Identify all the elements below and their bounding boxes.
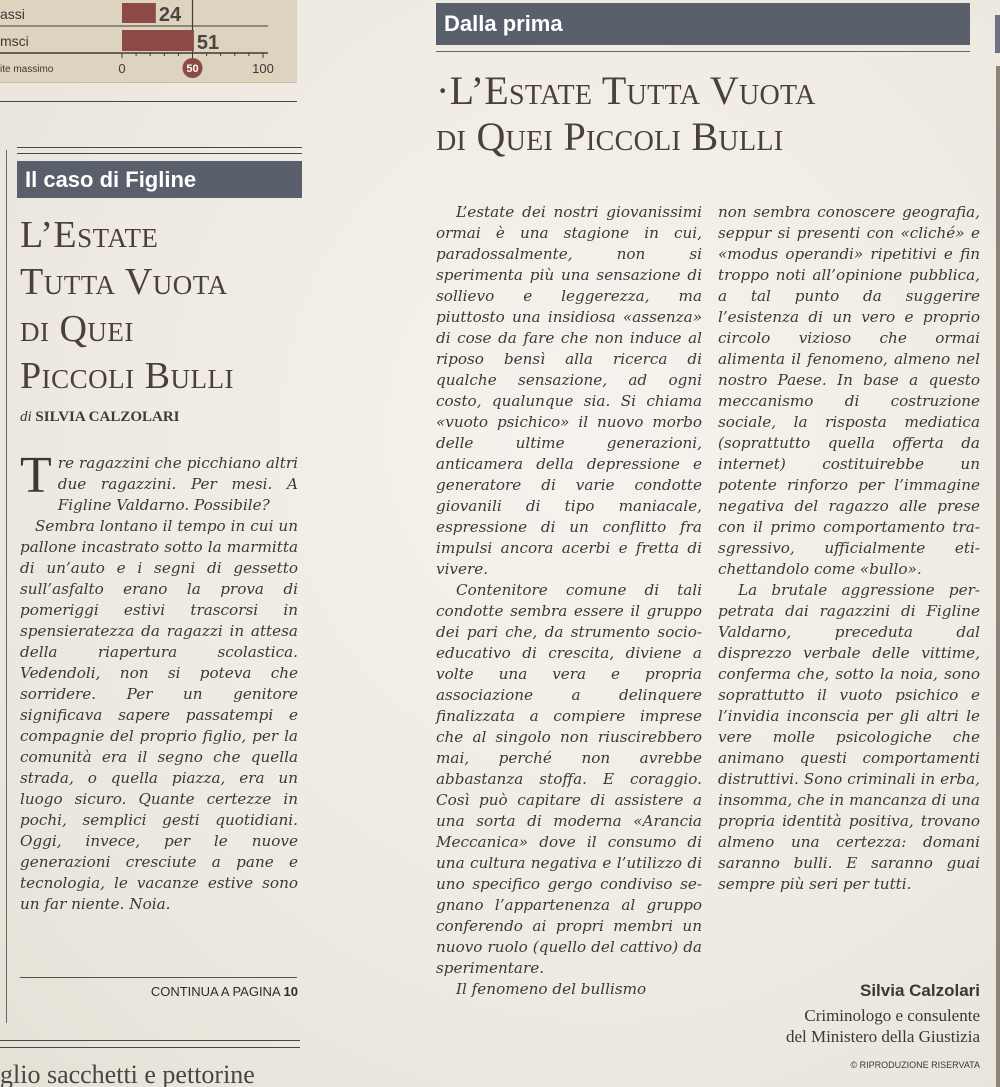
article-end-rule <box>20 977 297 978</box>
article-column-1 <box>436 202 702 1000</box>
bar-chart-fragment <box>0 0 297 83</box>
axis-caption: ite massimo <box>0 64 54 75</box>
headline-line: Piccoli Bulli <box>20 355 234 397</box>
paragraph: La brutale aggressione perpetrata dai ragazzini di Figline Valdarno, preceduta dal disprezzo verbale delle vittime, conferma che, sotto la noia, sono soprattutto il vuoto psichico e l’invidia inconscia per gli altri le vere molle psicologiche che animano questi comportamenti distruttivi. Sono criminali in erba, insomma, che in mancanza di una propria identità positiva, trovano almeno una certezza: domani saranno bulli. E saranno guai sempre più seri per tutti. <box>718 581 980 893</box>
section-kicker: Il caso di Figline <box>17 161 302 198</box>
author-title-line: Criminologo e consulente <box>804 1006 980 1025</box>
next-article-headline-fragment: glio sacchetti e pettorine <box>0 1060 255 1087</box>
paragraph-text: re ragazzini che picchiano altri due ragazzini. Per mesi. A Figline Valdarno. Possibile? <box>57 454 298 514</box>
headline-line: Tutta Vuota <box>20 261 228 303</box>
divider-2 <box>0 1047 300 1048</box>
page-edge <box>996 66 1000 1087</box>
section-divider <box>0 101 297 102</box>
headline-line: L’Estate <box>20 214 159 256</box>
headline <box>20 212 300 400</box>
chart-svg <box>0 0 297 82</box>
bar-2 <box>122 30 194 51</box>
adjacent-page-kicker-edge <box>995 15 1000 53</box>
byline-prefix: di <box>20 409 32 425</box>
tick-label-100: 100 <box>252 61 274 76</box>
kicker-underline <box>436 51 970 52</box>
bar-value-label-2: 51 <box>196 32 220 54</box>
drop-cap: T <box>20 447 52 504</box>
author-signature: Silvia Calzolari <box>860 981 980 1000</box>
continued-on-link[interactable] <box>151 984 298 999</box>
section-kicker: Dalla prima <box>436 3 970 45</box>
paragraph: Contenitore comune di tali condotte sembra essere il gruppo dei pari che, da strumento socio-educativo di crescita, diviene a volte una vera e propria associazione a delinquere finalizzata a compiere imprese che al singolo non riuscirebbero mai, perché non avrebbe abbastanza stoffa. E coraggio. Così può capitare di assistere a una sorta di moderna «Arancia Meccanica» dove il consumo di una cultura negativa e l’utilizzo di uno specifico gergo condiviso segnano l’appartenenza al gruppo conferendo ai propri membri un nuovo ruolo (quello del cattivo) da sperimentare. <box>436 581 702 977</box>
tick-label-50: 50 <box>186 63 199 75</box>
column-rule <box>6 150 7 1023</box>
continued-page-number: 10 <box>283 984 298 999</box>
divider <box>0 1040 300 1041</box>
author-title-line: del Ministero della Giustizia <box>785 1027 980 1046</box>
headline <box>436 68 966 160</box>
article-top-rule-2 <box>17 153 302 154</box>
continued-text: CONTINUA A PAGINA <box>150 984 280 999</box>
category-label-1: assi <box>0 6 25 22</box>
headline-line: ·L’Estate Tutta Vuota <box>436 68 816 113</box>
paragraph: Il fenomeno del bullismo <box>456 980 647 998</box>
paragraph <box>20 447 298 516</box>
category-label-2: msci <box>0 33 29 49</box>
headline-line: di Quei <box>20 308 134 350</box>
tick-label-0: 0 <box>118 61 126 76</box>
article-body <box>20 447 298 915</box>
byline-author: SILVIA CALZOLARI <box>35 409 180 425</box>
copyright-notice: © RIPRODUZIONE RISERVATA <box>850 1060 980 1070</box>
bar-1 <box>122 3 156 23</box>
byline <box>20 409 180 426</box>
article-top-rule <box>17 147 302 148</box>
bar-value-label-1: 24 <box>158 4 182 26</box>
paragraph: L’estate dei nostri giovanissimi ormai è una stagione in cui, paradossalmente, non si sperimenta più una sensazione di sollievo e leggerezza, ma piuttosto una insidiosa «assenza» di cose da fare che non induce al riposo bensì alla ricerca di qualche sensazione, ad ogni costo, qualunque sia. Si chiama «vuoto psichico» il nuovo morbo delle ultime generazioni, anticamera della depressione e generatore di varie condotte giovanili di tipo maniacale, espressione di un conflitto fra impulsi ancora acerbi e fretta di vivere. <box>436 203 702 578</box>
author-title <box>786 1005 980 1047</box>
paragraph: non sembra conoscere geografia, seppur si presenti con «cliché» e «modus operandi» ripetitivi e fin troppo noti all’opinione pubblica, a tal punto da suggerire l’esistenza di un vero e proprio circolo vizioso che ormai alimenta il fenomeno, almeno nel nostro Paese. In base a questo meccanismo di costruzione sociale, la risposta mediatica (soprattutto quella offerta da internet) costituirebbe un potente rinforzo per l’immagine negativa del ragazzo alle prese con il primo comportamento trasgressivo, ufficialmente etichettandolo come «bullo». <box>718 203 980 578</box>
article-column-2 <box>718 202 980 895</box>
headline-line: di Quei Piccoli Bulli <box>436 114 784 159</box>
paragraph: Sembra lontano il tempo in cui un pallone incastrato sotto la marmitta di un’auto e i segni di gessetto sull’asfalto erano la prova di pomeriggi estivi trascorsi in spensieratezza da ragazzi in attesa della riapertura scolastica. Vedendoli, non si poteva che sorridere. Per un genitore significava sapere passatempi e compagnie del proprio figlio, per la comunità era il segno che quella strada, o quella piazza, era un luogo sicuro. Quante certezze in pochi, semplici gesti quotidiani. Oggi, invece, per le nuove generazioni cresciute a pane e tecnologia, le vacanze estive sono un far niente. Noia. <box>20 517 298 913</box>
